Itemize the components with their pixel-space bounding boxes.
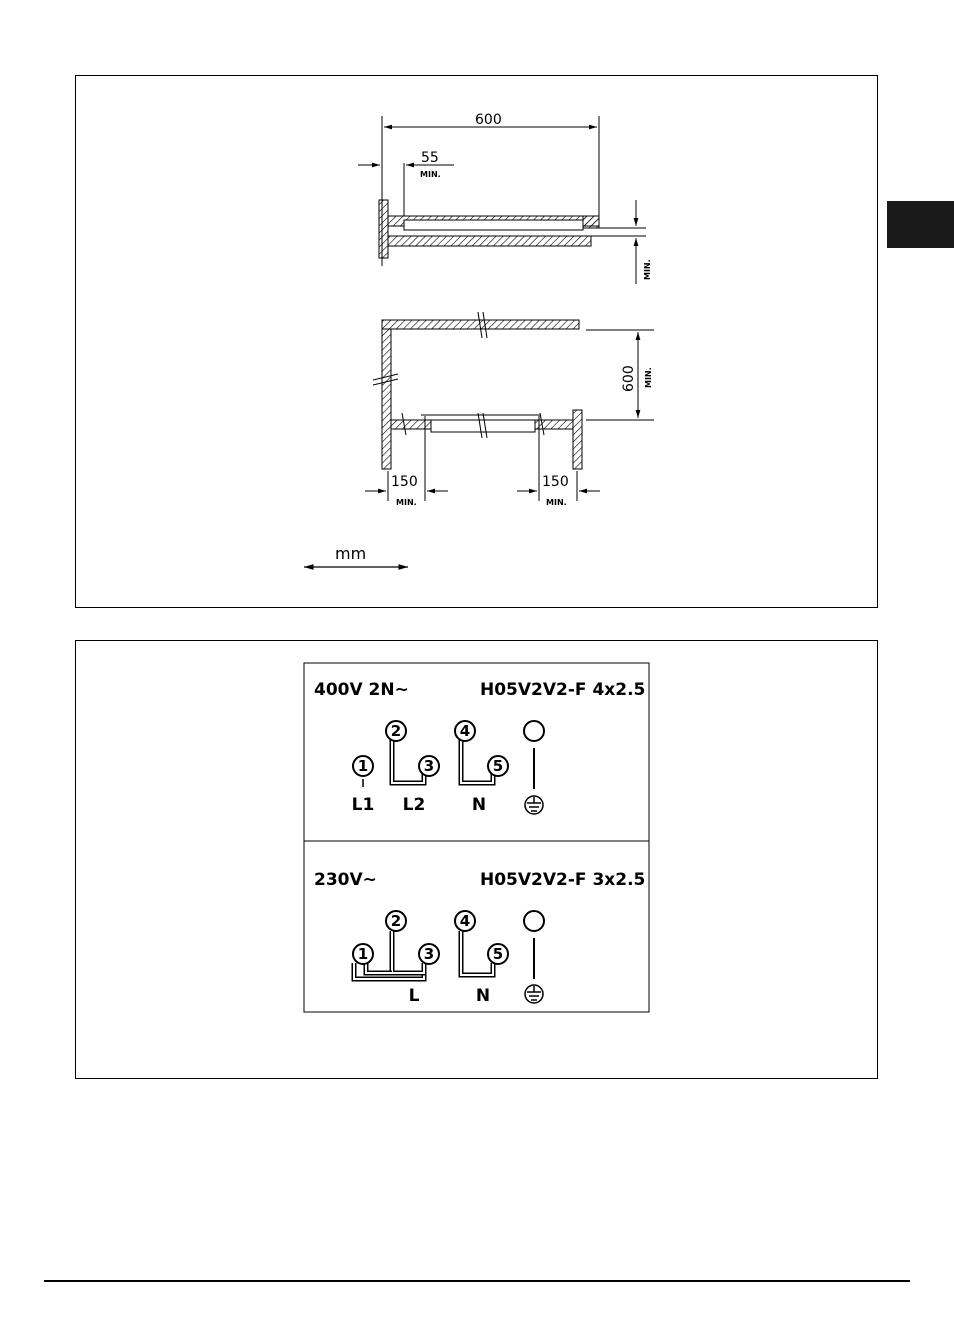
terminal-230-3: 3: [423, 945, 435, 963]
top-width-label: 600: [475, 112, 502, 128]
voltage-230-label: 230V~: [314, 870, 377, 890]
terminal-400-5: 5: [492, 757, 504, 775]
right-clearance-label: 150: [542, 474, 569, 490]
front-section-drawing: [365, 312, 654, 507]
left-clearance-label: 150: [391, 474, 418, 490]
voltage-400-label: 400V 2N~: [314, 680, 409, 700]
installation-diagram-panel: [75, 75, 878, 608]
terminal-230-5: 5: [492, 945, 504, 963]
section-tab: [887, 201, 954, 248]
terminal-400-2: 2: [390, 722, 402, 740]
terminal-230-4: 4: [459, 912, 471, 930]
earth-icon: [525, 985, 543, 1003]
unit-indicator: [304, 544, 408, 567]
terminal-400-4: 4: [459, 722, 471, 740]
terminal-230-1: 1: [357, 945, 369, 963]
wiring-230v: [314, 870, 645, 1006]
top-gap-note: MIN.: [420, 170, 441, 179]
top-right-note: MIN.: [643, 259, 652, 280]
wiring-diagram: [76, 641, 879, 1080]
wiring-400v: [314, 680, 645, 815]
side-height-note: MIN.: [644, 367, 653, 388]
earth-terminal-230: [524, 911, 544, 931]
label-400-l1: L1: [351, 795, 375, 815]
right-clearance-note: MIN.: [546, 498, 567, 507]
top-gap-label: 55: [421, 150, 439, 166]
label-400-n: N: [471, 795, 487, 815]
terminal-400-1: 1: [357, 757, 369, 775]
earth-icon: [525, 796, 543, 814]
side-height-label: 600: [621, 365, 637, 392]
earth-terminal-400: [524, 721, 544, 741]
cable-400-label: H05V2V2-F 4x2.5: [480, 680, 646, 700]
left-clearance-note: MIN.: [396, 498, 417, 507]
label-230-n: N: [475, 986, 491, 1006]
wiring-diagram-panel: [75, 640, 878, 1079]
cable-230-label: H05V2V2-F 3x2.5: [480, 870, 646, 890]
top-section-drawing: [358, 112, 652, 284]
footer-rule: [44, 1280, 910, 1282]
unit-label: mm: [335, 544, 367, 563]
label-230-l: L: [408, 986, 420, 1006]
label-400-l2: L2: [402, 795, 426, 815]
terminal-230-2: 2: [390, 912, 402, 930]
installation-diagram: [76, 76, 879, 609]
terminal-400-3: 3: [423, 757, 435, 775]
